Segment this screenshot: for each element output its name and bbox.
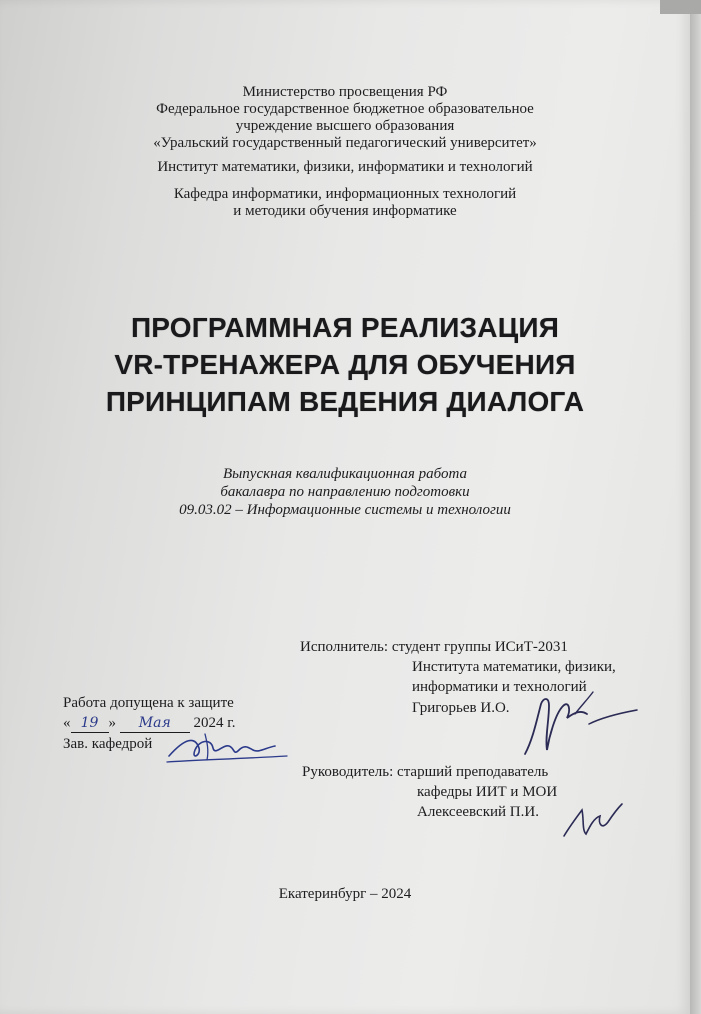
university-name: «Уральский государственный педагогический университет»: [153, 135, 537, 151]
supervisor-name: Алексеевский П.И.: [417, 804, 539, 820]
ministry-line: Министерство просвещения РФ: [242, 84, 448, 100]
institute-name: Институт математики, физики, информатики и технологий: [157, 159, 533, 175]
thesis-title-line-3: ПРИНЦИПАМ ВЕДЕНИЯ ДИАЛОГА: [105, 386, 585, 417]
date-quote-open: «: [63, 715, 71, 731]
head-of-department-label: Зав. кафедрой: [63, 736, 153, 752]
department-line-2: и методики обучения информатике: [233, 203, 457, 219]
institution-line-1: Федеральное государственное бюджетное образовательное: [156, 101, 534, 117]
thesis-title-line-1: ПРОГРАММНАЯ РЕАЛИЗАЦИЯ: [130, 312, 560, 343]
work-type-line-1: Выпускная квалификационная работа: [222, 466, 468, 482]
supervisor-line-2: кафедры ИИТ и МОИ: [417, 784, 558, 800]
executor-signature-icon: [515, 684, 645, 764]
specialty-code: 09.03.02 – Информационные системы и технологии: [179, 502, 511, 518]
executor-line-3: информатики и технологий: [412, 679, 587, 695]
city-year: Екатеринбург – 2024: [278, 886, 412, 902]
executor-line-1: Исполнитель: студент группы ИСиТ-2031: [300, 639, 568, 655]
thesis-title-line-2: VR-ТРЕНАЖЕРА ДЛЯ ОБУЧЕНИЯ: [114, 349, 576, 380]
department-line-1: Кафедра информатики, информационных технологий: [173, 186, 517, 202]
supervisor-line-1: Руководитель: старший преподаватель: [302, 764, 549, 780]
admission-line: Работа допущена к защите: [63, 695, 234, 711]
date-quote-close: »: [108, 715, 116, 731]
date-year: 2024 г.: [193, 715, 236, 731]
page-edge: [690, 0, 701, 1014]
work-type-line-2: бакалавра по направлению подготовки: [220, 484, 470, 500]
supervisor-signature-icon: [558, 800, 628, 842]
institution-line-2: учреждение высшего образования: [235, 118, 455, 134]
date-day: 19: [71, 714, 109, 733]
head-signature-icon: [165, 726, 290, 768]
date-month: Мая: [120, 714, 190, 733]
page-corner: [660, 0, 701, 14]
executor-name: Григорьев И.О.: [412, 700, 510, 716]
executor-line-2: Института математики, физики,: [412, 659, 616, 675]
